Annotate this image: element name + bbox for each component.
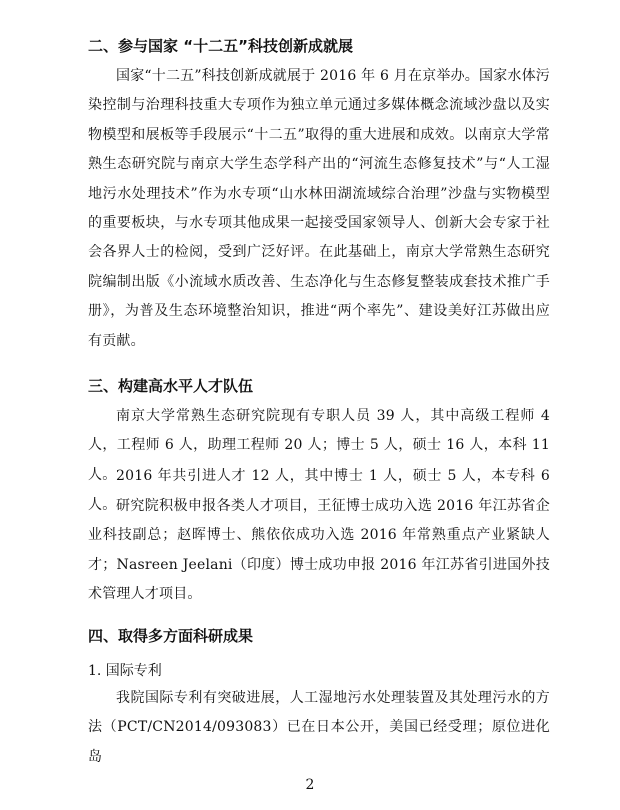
section-4-heading: 四、取得多方面科研成果	[88, 627, 254, 645]
section-4-paragraph: 我院国际专利有突破进展，人工湿地污水处理装置及其处理污水的方法（PCT/CN2014/093083）已在日本公开，美国已经受理；原位进化岛	[88, 690, 550, 765]
section-3-paragraph-talent-projects: 研究院积极申报各类人才项目，王征博士成功入选 2016 年江苏省企业科技副总；赵晖博士、熊依依成功入选 2016 年常熟重点产业紧缺人才；Nasreen Jeelani（印度）博士成功申报 2016 年江苏省引进国外技术管理人才项目。	[88, 498, 550, 603]
page-number: 2	[305, 777, 315, 793]
section-3-heading: 三、构建高水平人才队伍	[88, 377, 254, 395]
section-4-subheading: 1. 国际专利	[88, 663, 162, 679]
section-3-paragraph-recruitment: 2016 年共引进人才 12 人，其中博士 1 人，硕士 5 人，本专科 6 人。	[88, 468, 550, 514]
section-2-heading: 二、参与国家 “十二五”科技创新成就展	[88, 37, 353, 55]
section-2-paragraph: 国家“十二五”科技创新成就展于 2016 年 6 月在京举办。国家水体污染控制与治理科技重大专项作为独立单元通过多媒体概念流域沙盘以及实物模型和展板等手段展示“十二五”取得的重大进展和成效。以南京大学常熟生态研究院与南京大学生态学科产出的“河流生态修复技术”与“人工湿地污水处理技术”作为水专项“山水林田湖流域综合治理”沙盘与实物模型的重要板块，与水专项其他成果一起接受国家领导人、创新大会专家于社会各界人士的检阅，受到广泛好评。在此基础上，南京大学常熟生态研究院编制出版《小流域水质改善、生态净化与生态修复整装成套技术推广手册》，为普及生态环境整治知识，推进“两个率先”、建设美好江苏做出应有贡献。	[88, 68, 550, 349]
section-3-paragraph-staff: 南京大学常熟生态研究院现有专职人员 39 人，其中高级工程师 4 人，工程师 6 人，助理工程师 20 人；博士 5 人，硕士 16 人，本科 11 人。	[88, 408, 550, 483]
